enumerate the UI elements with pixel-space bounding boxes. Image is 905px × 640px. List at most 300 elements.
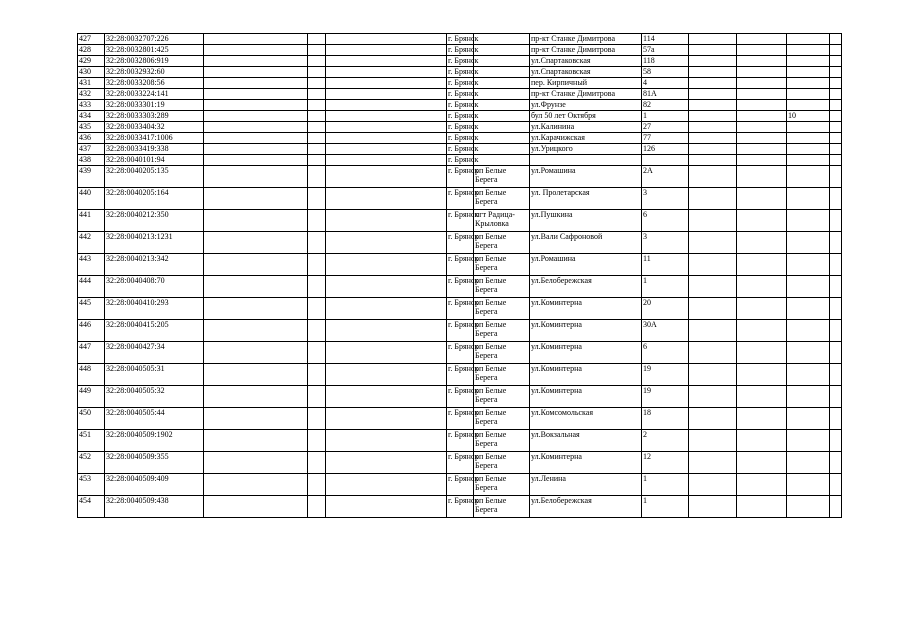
table-row (78, 232, 842, 254)
empty-cell (204, 34, 308, 45)
empty-cell (737, 89, 787, 100)
house-number-cell: 126 (642, 144, 689, 155)
city-cell: г. Брянск (447, 276, 474, 298)
empty-cell (830, 232, 842, 254)
empty-cell (204, 133, 308, 144)
street-cell: ул.Ромашина (530, 166, 642, 188)
empty-cell (737, 430, 787, 452)
table-row (78, 364, 842, 386)
row-number-cell: 450 (78, 408, 105, 430)
empty-cell (204, 45, 308, 56)
city-cell: г. Брянск (447, 364, 474, 386)
empty-cell (830, 100, 842, 111)
apartment-cell (787, 133, 830, 144)
cadastral-number-cell: 32:28:0032707:226 (105, 34, 204, 45)
cadastral-number-cell: 32:28:0040509:1902 (105, 430, 204, 452)
empty-cell (737, 45, 787, 56)
empty-cell (204, 210, 308, 232)
empty-cell (737, 254, 787, 276)
empty-cell (737, 155, 787, 166)
empty-cell (689, 166, 737, 188)
empty-cell (308, 133, 326, 144)
table-row (78, 133, 842, 144)
table-row (78, 386, 842, 408)
empty-cell (204, 166, 308, 188)
empty-cell (326, 496, 447, 518)
house-number-cell: 19 (642, 386, 689, 408)
row-number-cell: 436 (78, 133, 105, 144)
house-number-cell: 6 (642, 342, 689, 364)
table-row (78, 452, 842, 474)
empty-cell (689, 430, 737, 452)
empty-cell (308, 496, 326, 518)
city-cell: г. Брянск (448, 144, 479, 153)
empty-cell (326, 166, 447, 188)
city-cell: г. Брянск (448, 133, 479, 142)
city-cell: г. Брянск (447, 496, 474, 518)
empty-cell (204, 298, 308, 320)
empty-cell (308, 144, 326, 155)
cadastral-number-cell: 32:28:0040415:205 (105, 320, 204, 342)
locality-cell: рп Белые Берега (474, 298, 530, 320)
row-number-cell: 430 (78, 67, 105, 78)
city-cell: г. Брянск (447, 342, 474, 364)
empty-cell (308, 111, 326, 122)
empty-cell (830, 254, 842, 276)
house-number-cell: 2 (642, 430, 689, 452)
locality-cell: пгт Радица-Крыловка (474, 210, 530, 232)
house-number-cell: 6 (642, 210, 689, 232)
empty-cell (689, 111, 737, 122)
row-number-cell: 441 (78, 210, 105, 232)
row-number-cell: 440 (78, 188, 105, 210)
apartment-cell (787, 45, 830, 56)
cadastral-number-cell: 32:28:0040212:350 (105, 210, 204, 232)
row-number-cell: 445 (78, 298, 105, 320)
row-number-cell: 446 (78, 320, 105, 342)
table-row (78, 298, 842, 320)
cadastral-number-cell: 32:28:0032932:60 (105, 67, 204, 78)
empty-cell (326, 254, 447, 276)
locality-cell: рп Белые Берега (474, 474, 530, 496)
table-row (78, 67, 842, 78)
empty-cell (204, 430, 308, 452)
empty-cell (326, 408, 447, 430)
cadastral-number-cell: 32:28:0040213:342 (105, 254, 204, 276)
empty-cell (689, 474, 737, 496)
apartment-cell (787, 342, 830, 364)
row-number-cell: 443 (78, 254, 105, 276)
empty-cell (308, 100, 326, 111)
house-number-cell: 2А (642, 166, 689, 188)
city-cell: г. Брянск (447, 452, 474, 474)
empty-cell (737, 67, 787, 78)
empty-cell (689, 45, 737, 56)
cadastral-number-cell: 32:28:0040410:293 (105, 298, 204, 320)
table-row (78, 122, 842, 133)
empty-cell (204, 276, 308, 298)
street-cell: пр-кт Станке Димитрова (530, 34, 642, 45)
street-cell: ул.Карачижская (530, 133, 642, 144)
table-row (78, 320, 842, 342)
street-cell: ул.Коминтерна (530, 452, 642, 474)
cadastral-number-cell: 32:28:0040509:409 (105, 474, 204, 496)
cadastral-number-cell: 32:28:0040427:34 (105, 342, 204, 364)
apartment-cell (787, 188, 830, 210)
empty-cell (737, 276, 787, 298)
cadastral-number-cell: 32:28:0040509:355 (105, 452, 204, 474)
table-row (78, 78, 842, 89)
cadastral-number-cell: 32:28:0040213:1231 (105, 232, 204, 254)
city-cell: г. Брянск (448, 155, 479, 164)
street-cell: ул.Урицкого (530, 144, 642, 155)
locality-cell: рп Белые Берега (474, 232, 530, 254)
empty-cell (308, 210, 326, 232)
empty-cell (737, 166, 787, 188)
house-number-cell: 3 (642, 188, 689, 210)
apartment-cell (787, 100, 830, 111)
table-row (78, 210, 842, 232)
empty-cell (326, 342, 447, 364)
city-cell: г. Брянск (448, 34, 479, 43)
row-number-cell: 427 (78, 34, 105, 45)
row-number-cell: 435 (78, 122, 105, 133)
city-cell: г. Брянск (448, 89, 479, 98)
cadastral-number-cell: 32:28:0040101:94 (105, 155, 204, 166)
registry-table (77, 33, 842, 518)
empty-cell (737, 298, 787, 320)
row-number-cell: 438 (78, 155, 105, 166)
empty-cell (737, 496, 787, 518)
street-cell: ул.Фрунзе (530, 100, 642, 111)
house-number-cell: 118 (642, 56, 689, 67)
row-number-cell: 429 (78, 56, 105, 67)
empty-cell (689, 342, 737, 364)
empty-cell (204, 100, 308, 111)
empty-cell (204, 408, 308, 430)
empty-cell (830, 67, 842, 78)
empty-cell (830, 111, 842, 122)
empty-cell (737, 56, 787, 67)
empty-cell (830, 133, 842, 144)
empty-cell (326, 67, 447, 78)
apartment-cell (787, 430, 830, 452)
cadastral-number-cell: 32:28:0033404:32 (105, 122, 204, 133)
empty-cell (326, 34, 447, 45)
locality-cell (474, 122, 530, 133)
empty-cell (308, 122, 326, 133)
apartment-cell: 10 (787, 111, 830, 122)
cadastral-number-cell: 32:28:0033301:19 (105, 100, 204, 111)
empty-cell (326, 474, 447, 496)
table-row (78, 111, 842, 122)
cadastral-number-cell: 32:28:0033208:56 (105, 78, 204, 89)
empty-cell (326, 100, 447, 111)
empty-cell (308, 386, 326, 408)
street-cell: ул.Ленина (530, 474, 642, 496)
city-cell: г. Брянск (448, 122, 479, 131)
empty-cell (689, 452, 737, 474)
house-number-cell: 18 (642, 408, 689, 430)
city-cell: г. Брянск (447, 408, 474, 430)
table-row (78, 408, 842, 430)
cadastral-number-cell: 32:28:0040205:135 (105, 166, 204, 188)
empty-cell (308, 34, 326, 45)
locality-cell (474, 111, 530, 122)
street-cell: ул.Коминтерна (530, 364, 642, 386)
empty-cell (326, 89, 447, 100)
empty-cell (308, 320, 326, 342)
empty-cell (689, 276, 737, 298)
empty-cell (326, 188, 447, 210)
apartment-cell (787, 155, 830, 166)
locality-cell (474, 45, 530, 56)
street-cell: ул.Коминтерна (530, 342, 642, 364)
street-cell: ул.Калинина (530, 122, 642, 133)
empty-cell (689, 56, 737, 67)
locality-cell: рп Белые Берега (474, 320, 530, 342)
empty-cell (737, 210, 787, 232)
empty-cell (689, 67, 737, 78)
empty-cell (204, 364, 308, 386)
row-number-cell: 439 (78, 166, 105, 188)
empty-cell (326, 276, 447, 298)
house-number-cell: 77 (642, 133, 689, 144)
empty-cell (689, 89, 737, 100)
cadastral-number-cell: 32:28:0040505:44 (105, 408, 204, 430)
empty-cell (737, 408, 787, 430)
empty-cell (830, 496, 842, 518)
empty-cell (308, 232, 326, 254)
empty-cell (326, 122, 447, 133)
table-row (78, 496, 842, 518)
empty-cell (204, 56, 308, 67)
city-cell: г. Брянск (447, 430, 474, 452)
row-number-cell: 442 (78, 232, 105, 254)
house-number-cell: 30А (642, 320, 689, 342)
empty-cell (830, 78, 842, 89)
table-row (78, 89, 842, 100)
empty-cell (689, 144, 737, 155)
street-cell: ул.Коминтерна (530, 298, 642, 320)
house-number-cell: 12 (642, 452, 689, 474)
empty-cell (308, 254, 326, 276)
locality-cell (474, 100, 530, 111)
street-cell: ул.Спартаковская (530, 67, 642, 78)
empty-cell (326, 430, 447, 452)
cadastral-number-cell: 32:28:0040509:438 (105, 496, 204, 518)
apartment-cell (787, 67, 830, 78)
empty-cell (830, 144, 842, 155)
street-cell: бул 50 лет Октября (530, 111, 642, 122)
empty-cell (308, 166, 326, 188)
empty-cell (204, 155, 308, 166)
empty-cell (689, 100, 737, 111)
table-row (78, 166, 842, 188)
empty-cell (689, 496, 737, 518)
cadastral-number-cell: 32:28:0032801:425 (105, 45, 204, 56)
cadastral-number-cell: 32:28:0040505:31 (105, 364, 204, 386)
table-row (78, 342, 842, 364)
empty-cell (308, 67, 326, 78)
empty-cell (689, 188, 737, 210)
city-cell: г. Брянск (448, 111, 479, 120)
empty-cell (830, 276, 842, 298)
empty-cell (308, 364, 326, 386)
house-number-cell: 11 (642, 254, 689, 276)
empty-cell (308, 89, 326, 100)
empty-cell (737, 452, 787, 474)
street-cell: ул. Пролетарская (530, 188, 642, 210)
street-cell: ул.Вали Сафроновой (530, 232, 642, 254)
empty-cell (830, 364, 842, 386)
table-row (78, 34, 842, 45)
row-number-cell: 428 (78, 45, 105, 56)
empty-cell (830, 474, 842, 496)
row-number-cell: 447 (78, 342, 105, 364)
empty-cell (326, 232, 447, 254)
empty-cell (308, 452, 326, 474)
empty-cell (204, 144, 308, 155)
locality-cell: рп Белые Берега (474, 342, 530, 364)
house-number-cell: 57а (642, 45, 689, 56)
empty-cell (830, 320, 842, 342)
house-number-cell (642, 155, 689, 166)
street-cell: ул.Ромашина (530, 254, 642, 276)
empty-cell (689, 364, 737, 386)
empty-cell (326, 298, 447, 320)
locality-cell (474, 89, 530, 100)
empty-cell (308, 430, 326, 452)
row-number-cell: 432 (78, 89, 105, 100)
house-number-cell: 19 (642, 364, 689, 386)
cadastral-number-cell: 32:28:0032806:919 (105, 56, 204, 67)
empty-cell (308, 276, 326, 298)
empty-cell (204, 89, 308, 100)
empty-cell (689, 210, 737, 232)
empty-cell (830, 386, 842, 408)
street-cell: ул.Белобережская (530, 276, 642, 298)
house-number-cell: 20 (642, 298, 689, 320)
empty-cell (326, 155, 447, 166)
empty-cell (830, 342, 842, 364)
empty-cell (326, 133, 447, 144)
street-cell: ул.Вокзальная (530, 430, 642, 452)
locality-cell: рп Белые Берега (474, 386, 530, 408)
cadastral-number-cell: 32:28:0033224:141 (105, 89, 204, 100)
locality-cell: рп Белые Берега (474, 496, 530, 518)
empty-cell (204, 342, 308, 364)
street-cell: ул.Пушкина (530, 210, 642, 232)
empty-cell (689, 320, 737, 342)
city-cell: г. Брянск (448, 45, 479, 54)
city-cell: г. Брянск (447, 188, 474, 210)
empty-cell (204, 496, 308, 518)
apartment-cell (787, 276, 830, 298)
empty-cell (830, 45, 842, 56)
city-cell: г. Брянск (448, 78, 479, 87)
house-number-cell: 1 (642, 496, 689, 518)
row-number-cell: 453 (78, 474, 105, 496)
empty-cell (308, 155, 326, 166)
house-number-cell: 58 (642, 67, 689, 78)
empty-cell (737, 122, 787, 133)
empty-cell (326, 144, 447, 155)
empty-cell (737, 474, 787, 496)
empty-cell (204, 254, 308, 276)
empty-cell (204, 452, 308, 474)
street-cell: ул.Коминтерна (530, 386, 642, 408)
empty-cell (308, 474, 326, 496)
street-cell: ул.Комсомольская (530, 408, 642, 430)
empty-cell (689, 254, 737, 276)
empty-cell (830, 298, 842, 320)
empty-cell (830, 452, 842, 474)
empty-cell (737, 133, 787, 144)
locality-cell (474, 133, 530, 144)
empty-cell (737, 364, 787, 386)
empty-cell (308, 78, 326, 89)
apartment-cell (787, 122, 830, 133)
locality-cell (474, 67, 530, 78)
empty-cell (308, 408, 326, 430)
empty-cell (830, 89, 842, 100)
street-cell (530, 155, 642, 166)
row-number-cell: 452 (78, 452, 105, 474)
table-row (78, 254, 842, 276)
apartment-cell (787, 408, 830, 430)
city-cell: г. Брянск (448, 67, 479, 76)
locality-cell: рп Белые Берега (474, 364, 530, 386)
city-cell: г. Брянск (447, 320, 474, 342)
empty-cell (689, 232, 737, 254)
empty-cell (737, 188, 787, 210)
empty-cell (737, 342, 787, 364)
empty-cell (326, 210, 447, 232)
empty-cell (737, 34, 787, 45)
row-number-cell: 437 (78, 144, 105, 155)
city-cell: г. Брянск (447, 232, 474, 254)
empty-cell (308, 45, 326, 56)
empty-cell (830, 155, 842, 166)
row-number-cell: 451 (78, 430, 105, 452)
empty-cell (689, 386, 737, 408)
empty-cell (204, 122, 308, 133)
locality-cell: рп Белые Берега (474, 254, 530, 276)
locality-cell: рп Белые Берега (474, 452, 530, 474)
apartment-cell (787, 386, 830, 408)
cadastral-number-cell: 32:28:0040505:32 (105, 386, 204, 408)
table-row (78, 45, 842, 56)
empty-cell (689, 133, 737, 144)
city-cell: г. Брянск (447, 210, 474, 232)
locality-cell: рп Белые Берега (474, 430, 530, 452)
apartment-cell (787, 254, 830, 276)
apartment-cell (787, 144, 830, 155)
empty-cell (326, 452, 447, 474)
city-cell: г. Брянск (447, 474, 474, 496)
house-number-cell: 1 (642, 276, 689, 298)
empty-cell (308, 342, 326, 364)
cadastral-number-cell: 32:28:0040408:70 (105, 276, 204, 298)
apartment-cell (787, 496, 830, 518)
empty-cell (204, 78, 308, 89)
empty-cell (308, 188, 326, 210)
empty-cell (737, 232, 787, 254)
city-cell: г. Брянск (447, 298, 474, 320)
table-row (78, 144, 842, 155)
cadastral-number-cell: 32:28:0033417:1006 (105, 133, 204, 144)
